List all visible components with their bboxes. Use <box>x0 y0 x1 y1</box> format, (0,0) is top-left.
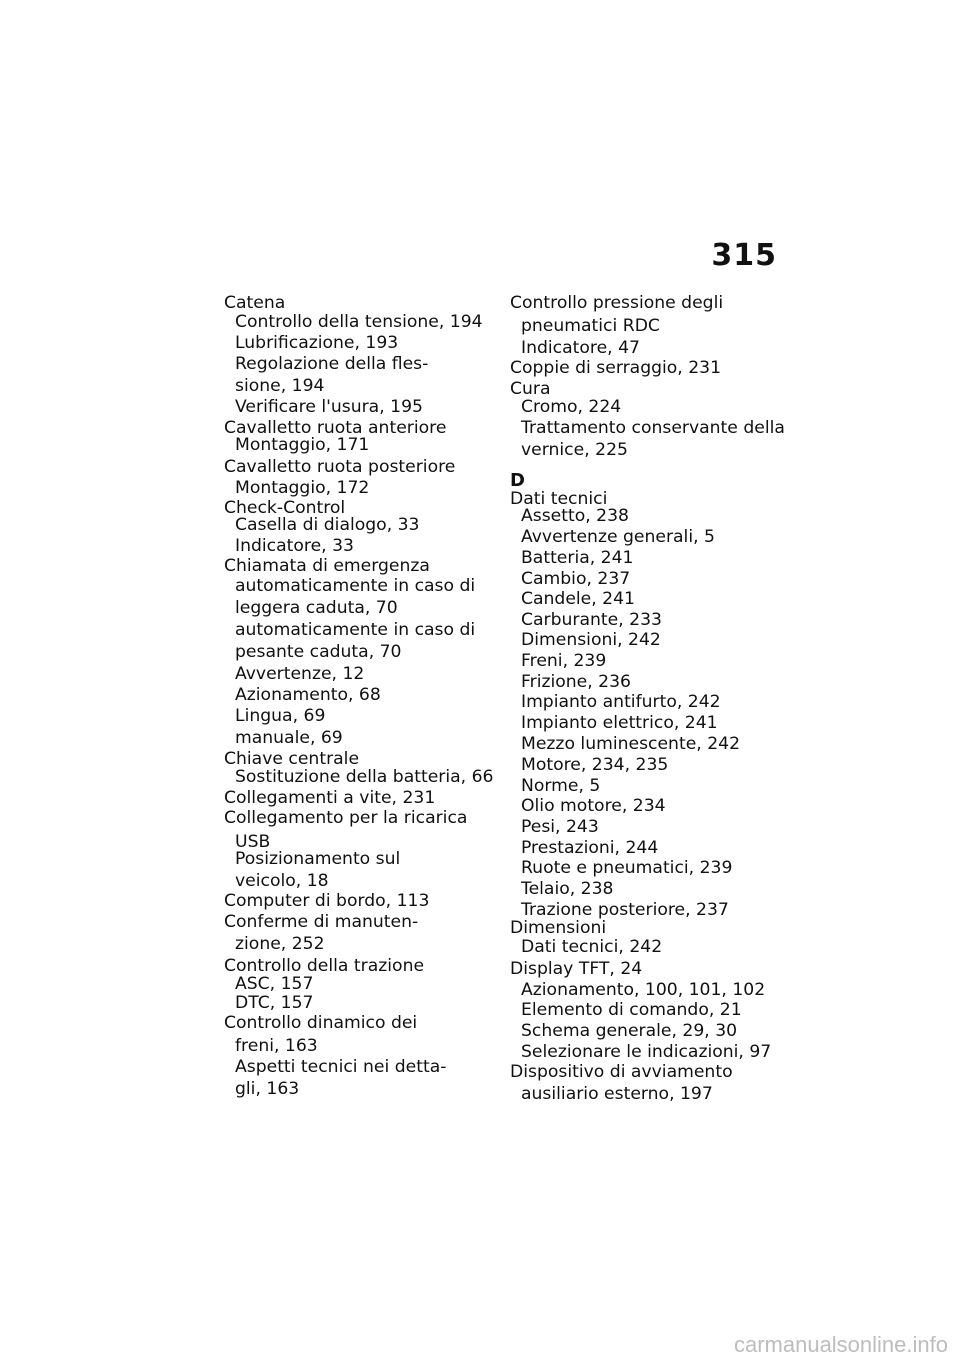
index-subentry: Impianto elettrico, 241 <box>521 713 718 733</box>
index-entry: Catena <box>224 293 286 313</box>
index-subentry: Avvertenze generali, 5 <box>521 527 715 547</box>
index-entry: Display TFT, 24 <box>510 959 643 979</box>
index-subentry: Aspetti tecnici nei detta- <box>235 1057 447 1077</box>
index-subentry: sione, 194 <box>235 376 325 396</box>
index-subentry: Candele, 241 <box>521 589 635 609</box>
index-subentry: Carburante, 233 <box>521 610 662 630</box>
index-subentry: pneumatici RDC <box>521 316 660 336</box>
index-subentry: Assetto, 238 <box>521 506 629 526</box>
index-subentry: Impianto antifurto, 242 <box>521 692 721 712</box>
index-subentry: zione, 252 <box>235 934 325 954</box>
index-subentry: Controllo della tensione, 194 <box>235 312 483 332</box>
index-subentry: Telaio, 238 <box>521 879 614 899</box>
index-subentry: Avvertenze, 12 <box>235 664 365 684</box>
index-subentry: Selezionare le indicazioni, 97 <box>521 1042 772 1062</box>
index-subentry: Montaggio, 172 <box>235 478 370 498</box>
index-entry: Check-Control <box>224 498 346 518</box>
index-subentry: Dati tecnici, 242 <box>521 937 663 957</box>
index-entry: Collegamenti a vite, 231 <box>224 788 436 808</box>
index-subentry: Trattamento conservante della <box>521 418 785 438</box>
index-subentry: Dimensioni, 242 <box>521 630 661 650</box>
index-subentry: Norme, 5 <box>521 776 601 796</box>
index-subentry: Casella di dialogo, 33 <box>235 515 420 535</box>
index-subentry: Frizione, 236 <box>521 672 631 692</box>
index-subentry: Lingua, 69 <box>235 706 326 726</box>
index-subentry: Montaggio, 171 <box>235 435 370 455</box>
watermark-footer: carmanualsonline.info <box>733 1332 948 1357</box>
index-subentry: ASC, 157 <box>235 974 314 994</box>
index-subentry: automaticamente in caso di <box>235 576 476 596</box>
index-subentry: veicolo, 18 <box>235 871 329 891</box>
index-subentry: Azionamento, 100, 101, 102 <box>521 980 766 1000</box>
page-number: 315 <box>711 238 777 273</box>
index-subentry: Motore, 234, 235 <box>521 755 669 775</box>
index-entry: Cura <box>510 379 551 399</box>
index-entry: Controllo della trazione <box>224 956 425 976</box>
index-subentry: Indicatore, 33 <box>235 536 354 556</box>
index-subentry: ausiliario esterno, 197 <box>521 1084 713 1104</box>
index-subentry: Sostituzione della batteria, 66 <box>235 767 494 787</box>
index-subentry: vernice, 225 <box>521 440 628 460</box>
index-entry: Conferme di manuten- <box>224 912 419 932</box>
index-subentry: Indicatore, 47 <box>521 338 640 358</box>
index-entry: Cavalletto ruota anteriore <box>224 418 447 438</box>
index-subentry: DTC, 157 <box>235 993 314 1013</box>
index-entry: Controllo dinamico dei <box>224 1013 418 1033</box>
index-subentry: Mezzo luminescente, 242 <box>521 734 740 754</box>
index-subentry: Regolazione della fles- <box>235 354 429 374</box>
index-entry: Chiamata di emergenza <box>224 556 430 576</box>
index-subentry: Ruote e pneumatici, 239 <box>521 858 733 878</box>
index-entry: Cavalletto ruota posteriore <box>224 457 456 477</box>
index-subentry: pesante caduta, 70 <box>235 642 402 662</box>
index-subentry: Elemento di comando, 21 <box>521 1000 742 1020</box>
index-entry: Collegamento per la ricarica <box>224 808 468 828</box>
index-subentry: Pesi, 243 <box>521 817 599 837</box>
index-section-letter: D <box>510 470 525 491</box>
index-subentry: Prestazioni, 244 <box>521 838 659 858</box>
index-entry: Controllo pressione degli <box>510 293 724 313</box>
index-subentry: Freni, 239 <box>521 651 607 671</box>
index-subentry: Cromo, 224 <box>521 397 622 417</box>
index-subentry: gli, 163 <box>235 1079 300 1099</box>
index-subentry: Trazione posteriore, 237 <box>521 900 729 920</box>
index-subentry: leggera caduta, 70 <box>235 598 398 618</box>
index-entry: Dimensioni <box>510 918 607 938</box>
index-subentry: Azionamento, 68 <box>235 685 381 705</box>
index-subentry: Posizionamento sul <box>235 849 401 869</box>
index-subentry: Cambio, 237 <box>521 569 631 589</box>
index-entry: Chiave centrale <box>224 749 360 769</box>
index-entry: Dati tecnici <box>510 489 608 509</box>
index-subentry: manuale, 69 <box>235 728 343 748</box>
index-subentry: Olio motore, 234 <box>521 796 666 816</box>
index-subentry: freni, 163 <box>235 1036 318 1056</box>
index-subentry: Lubrificazione, 193 <box>235 333 399 353</box>
index-subentry: automaticamente in caso di <box>235 620 476 640</box>
index-subentry: Schema generale, 29, 30 <box>521 1021 738 1041</box>
index-entry: Dispositivo di avviamento <box>510 1062 733 1082</box>
index-subentry: USB <box>235 832 271 852</box>
index-entry: Computer di bordo, 113 <box>224 891 430 911</box>
index-entry: Coppie di serraggio, 231 <box>510 358 722 378</box>
index-subentry: Verificare l'usura, 195 <box>235 397 423 417</box>
index-subentry: Batteria, 241 <box>521 548 634 568</box>
